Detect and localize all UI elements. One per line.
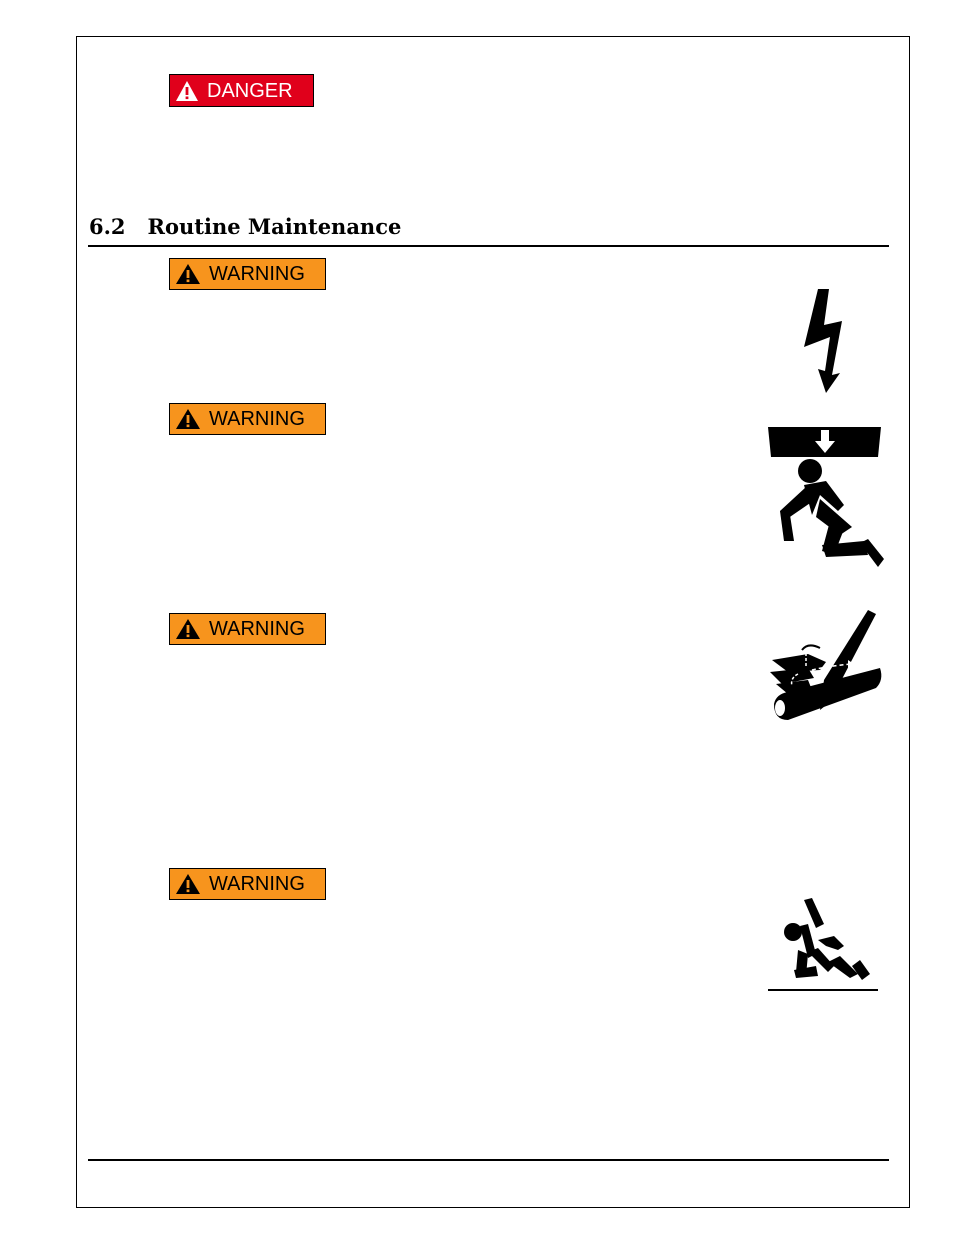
alert-triangle-icon xyxy=(175,263,201,285)
warning-label: WARNING xyxy=(209,873,305,895)
warning-badge xyxy=(169,868,326,900)
falling-load-crush-icon xyxy=(768,425,886,569)
warning-label: WARNING xyxy=(209,263,305,285)
footer-rule xyxy=(88,1159,889,1161)
alert-triangle-icon xyxy=(175,618,201,640)
fluid-injection-icon xyxy=(768,608,884,724)
electric-shock-icon xyxy=(798,287,850,395)
warning-badge xyxy=(169,403,326,435)
alert-triangle-icon xyxy=(175,80,199,102)
alert-triangle-icon xyxy=(175,408,201,430)
alert-triangle-icon xyxy=(175,873,201,895)
section-title: Routine Maintenance xyxy=(147,214,402,239)
section-heading xyxy=(89,214,889,239)
slip-fall-icon xyxy=(768,896,880,994)
section-number: 6.2 xyxy=(89,214,126,239)
danger-label: DANGER xyxy=(207,79,293,102)
warning-badge xyxy=(169,258,326,290)
danger-badge xyxy=(169,74,314,107)
warning-label: WARNING xyxy=(209,618,305,640)
warning-label: WARNING xyxy=(209,408,305,430)
warning-badge xyxy=(169,613,326,645)
section-rule xyxy=(88,245,889,247)
